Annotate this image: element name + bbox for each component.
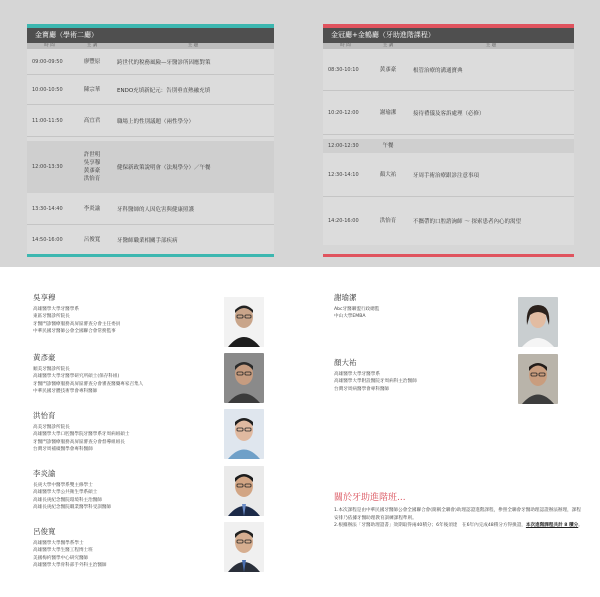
- about-paragraph-2-text: 2.根據辦法「牙醫助理證書」效期取得兩40積分；6年後須達 在6年內完成48積分方得換證，: [334, 523, 526, 528]
- col-topic: 主 題: [485, 43, 497, 48]
- col-time: 時 間: [340, 43, 351, 48]
- speaker-photo: [224, 409, 264, 459]
- about-heading: 關於牙助進階班...: [334, 493, 406, 503]
- schedule-row: [323, 197, 574, 245]
- speaker-name: 洪怡育: [33, 411, 56, 420]
- right-schedule: [323, 24, 574, 245]
- bio-line: 高雄醫學大學牙醫學系: [334, 372, 380, 377]
- bio-line: 高雄醫學大學公共衛生學系碩士: [33, 490, 98, 496]
- bio-line: 中山大學EMBA: [334, 314, 366, 320]
- col-topic: 主 題: [187, 43, 199, 48]
- bio-line: 牙醫門診醫療服務高屏區審查分會審查醫藥專家召集人: [33, 381, 144, 387]
- row-topic: 牙醫師職業相關手部疾病: [117, 238, 178, 244]
- left-schedule-title: 金寶廳（學術二廳）: [27, 28, 274, 43]
- row-time: 09:00-09:50: [32, 58, 63, 65]
- bio-line: 美國梅約醫學中心研究醫師: [33, 555, 89, 561]
- row-time: 14:50-16:00: [32, 237, 63, 243]
- bio-line: 高雄醫學大學生醫工程博士班: [33, 548, 93, 554]
- bio-line: 高雄醫學大學骨科部手外科主治醫師: [33, 563, 107, 569]
- bio-line: 台灣牙周補綴醫學會專科醫師: [33, 447, 93, 453]
- row-topic: 健保新政策說明會（法規學分）／午餐: [117, 165, 211, 171]
- speaker-bio: [33, 410, 129, 454]
- bio-line: 高雄長庚紀念醫院環境科主治醫師: [33, 497, 102, 503]
- speaker-photo: [518, 354, 558, 404]
- bio-line: 高雄醫學大學牙醫學系: [33, 307, 79, 312]
- bio-line: 東區牙醫診所院長: [33, 314, 70, 320]
- schedule-row: [27, 49, 274, 75]
- bio-line: 高美牙醫診所院長: [33, 425, 70, 430]
- row-speaker: 陳宗華: [83, 86, 101, 93]
- row-speaker: 吳享穆: [83, 160, 101, 166]
- row-speaker: 許世明: [83, 152, 101, 158]
- row-time: 11:00-11:50: [32, 117, 63, 124]
- schedule-row: [27, 193, 274, 225]
- speaker-photo: [224, 466, 264, 516]
- row-speaker: 洪怡育: [83, 176, 101, 182]
- schedule-row: [27, 75, 274, 105]
- schedule-row: [27, 105, 274, 137]
- speaker-photo: [224, 297, 264, 347]
- row-speaker: 午餐: [382, 143, 394, 149]
- schedule-row: [323, 153, 574, 197]
- schedule-row-lunch: [323, 139, 574, 153]
- schedule-row: [27, 225, 274, 255]
- row-speaker: 黃彥豪: [379, 66, 397, 73]
- row-topic: 牙科醫師的人因危害與健康照護: [117, 206, 195, 213]
- speaker-bio: [33, 352, 143, 396]
- about-section: [334, 490, 584, 530]
- row-speaker: 李炎諭: [83, 205, 101, 212]
- speaker-bio: [33, 468, 111, 512]
- row-topic: 接待禮儀及客訴處理（必修）: [413, 110, 485, 117]
- bio-line: 高雄長庚紀念醫院職業醫學科受訓醫師: [33, 505, 112, 511]
- bio-line: 中華民國牙醫師公會全國聯合會常務監事: [33, 329, 116, 335]
- row-speaker: 廖豐原: [83, 58, 101, 65]
- right-schedule-title: 金冠廳+金鶴廳（牙助進階課程）: [323, 28, 574, 43]
- about-paragraph-1: 1.本次課程是由中華民國牙醫師公會全國聯合會(簡稱全聯會)助理認證進階課程，參照全聯會牙醫助理認證辦法辦理，課程安排乃依據牙醫助理教育訓練課程準則。: [334, 508, 581, 521]
- speaker-photo: [224, 353, 264, 403]
- speaker-photo: [518, 297, 558, 347]
- speaker-name: 吳享穆: [33, 293, 56, 302]
- row-topic: 不攜帶的口腔諮詢師 ～ 探索患者內心的渴望: [413, 219, 521, 225]
- bio-line: 牙醫門診醫療服務高屏區審查分會主任委員: [33, 321, 121, 327]
- right-bottom-bar: [323, 254, 574, 257]
- row-speaker: 洪怡育: [379, 218, 397, 224]
- row-time: 12:00-12:30: [328, 143, 359, 149]
- bio-line: 高雄醫學大學牙醫學研究所碩士(保存科組): [33, 374, 120, 380]
- col-speaker: 主 講: [382, 43, 394, 48]
- left-bottom-bar: [27, 254, 274, 257]
- row-speakers: [72, 151, 112, 183]
- bio-line: 牙醫門診醫療服務高屏區審查分會督導組組長: [33, 439, 125, 445]
- row-time: 08:30-10:10: [328, 66, 359, 73]
- row-time: 10:20-12:00: [328, 109, 359, 116]
- schedule-band: [0, 0, 600, 267]
- speaker-name: 顏大祐: [334, 358, 357, 367]
- bio-line: 順美牙醫診所院長: [33, 367, 70, 372]
- bio-line: 高雄醫學大學醫學系學士: [33, 541, 84, 546]
- row-speaker: 謝瑜潔: [379, 109, 397, 116]
- speaker-name: 謝瑜潔: [334, 293, 357, 302]
- schedule-row: [323, 91, 574, 135]
- row-speaker: 高宜君: [83, 117, 101, 124]
- schedule-row: [27, 141, 274, 193]
- bio-line: 中華民國牙體技術學會專科醫師: [33, 389, 98, 395]
- bio-line: 高雄醫學大學附設醫院牙周病科主治醫師: [334, 379, 417, 385]
- speaker-name: 呂俊寬: [33, 527, 56, 536]
- row-time: 13:30-14:40: [32, 205, 63, 212]
- row-topic: 根管治療的溝通寶典: [413, 67, 463, 74]
- col-speaker: 主 講: [86, 43, 98, 48]
- row-topic: 牙周手術治療跟診注意事項: [413, 172, 480, 179]
- row-time: 12:30-14:10: [328, 171, 359, 178]
- about-paragraph-2: [334, 522, 584, 530]
- speaker-bio: [33, 526, 107, 570]
- row-speaker: 顏大祐: [379, 171, 397, 178]
- bio-line: Abc牙醫聯盟行政總監: [334, 307, 380, 312]
- bio-line: 長庚大學中醫學系雙主修學士: [33, 483, 93, 488]
- schedule-row: [323, 49, 574, 91]
- left-schedule: [27, 24, 274, 255]
- speaker-bio: [334, 292, 379, 321]
- speaker-bio: [334, 357, 417, 393]
- row-speaker: 呂俊寬: [83, 237, 101, 243]
- row-time: 10:00-10:50: [32, 86, 63, 93]
- about-paragraph-2-end: 。: [578, 523, 583, 528]
- speaker-bio: [33, 292, 120, 336]
- row-topic: 跨世代的稅務風險—牙醫診所因應對策: [117, 59, 211, 66]
- bio-line: 台灣牙周病醫學會專科醫師: [334, 386, 390, 392]
- speaker-name: 黃彥豪: [33, 353, 56, 362]
- about-credit-highlight: 本次進階課程共計 8 積分: [525, 523, 579, 528]
- row-time: 12:00-13:30: [32, 164, 63, 170]
- row-time: 14:20-16:00: [328, 218, 359, 224]
- speaker-name: 李炎諭: [33, 469, 56, 478]
- row-topic: 職場上的性別議題（兩性學分）: [117, 118, 195, 125]
- row-topic: ENDO充填新紀元：告別垂直熱融充填: [117, 87, 211, 94]
- col-time: 時 間: [44, 43, 55, 48]
- row-speaker: 黃彥豪: [83, 168, 101, 174]
- bio-line: 高雄醫學大學口腔醫學院牙醫學系牙周病組碩士: [33, 432, 130, 438]
- speaker-photo: [224, 522, 264, 572]
